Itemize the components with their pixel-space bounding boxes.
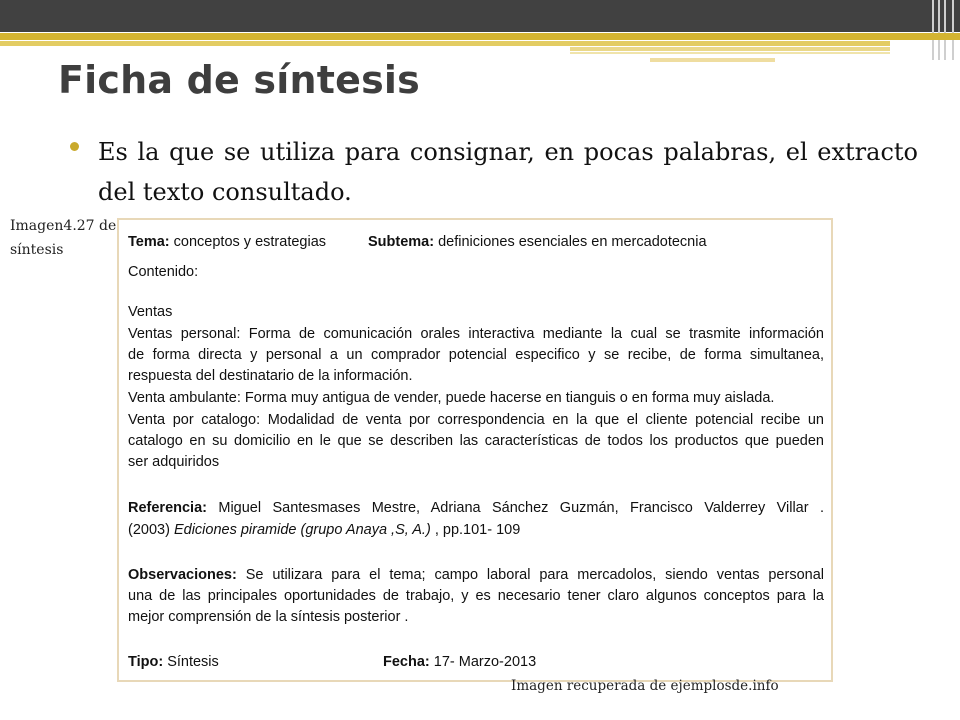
- subtema-label: Subtema:: [368, 234, 435, 250]
- ventas-heading: Ventas: [128, 304, 173, 320]
- referencia-authors: Miguel Santesmases Mestre, Adriana Sánchez Guzmán, Francisco Valderrey Villar .: [218, 500, 824, 516]
- ventas-personal-line-1: Ventas personal: Forma de comunicación orales interactiva mediante la cual se trasmite información: [128, 326, 824, 342]
- observaciones-line-3: mejor comprensión de la síntesis posterior .: [128, 609, 409, 625]
- observaciones-line-1: [128, 567, 824, 583]
- venta-catalogo-line-3: ser adquiridos: [128, 454, 220, 470]
- slide-title: Ficha de síntesis: [58, 58, 420, 102]
- subtema-value: definiciones esenciales en mercadotecnia: [438, 234, 707, 250]
- synthesis-card-image: [117, 218, 833, 682]
- venta-catalogo-line-2: catalogo en su domicilio en le que se describen las características de todos los productos que pueden: [128, 433, 824, 449]
- ventas-personal-line-2: de forma directa y personal a un comprador potencial especifico y se recibe, de forma simultanea,: [128, 347, 824, 363]
- tema-row: [128, 234, 326, 250]
- referencia-pages: , pp.101- 109: [434, 522, 521, 538]
- gold-accent-bar-2: [0, 41, 890, 46]
- gold-accent-bar-5: [650, 58, 775, 62]
- fecha-label: Fecha:: [383, 654, 430, 670]
- gold-accent-bar-3: [570, 47, 890, 51]
- top-dark-bar: [0, 0, 960, 32]
- observaciones-label: Observaciones:: [128, 567, 237, 583]
- subtema-row: [368, 234, 707, 250]
- fecha-row: [383, 654, 536, 670]
- venta-ambulante: Venta ambulante: Forma muy antigua de vender, puede hacerse en tianguis o en forma muy aislada.: [128, 390, 775, 406]
- bullet-text: Es la que se utiliza para consignar, en pocas palabras, el extracto del texto consultado.: [98, 138, 918, 206]
- tema-label: Tema:: [128, 234, 170, 250]
- bullet-dot-icon: [70, 142, 79, 151]
- tipo-value: Síntesis: [167, 654, 219, 670]
- gold-accent-bar-4: [570, 52, 890, 54]
- gold-accent-bar: [0, 33, 960, 40]
- observaciones-text-1: Se utilizara para el tema; campo laboral para mercadolos, siendo ventas personal: [245, 567, 824, 583]
- tipo-label: Tipo:: [128, 654, 164, 670]
- fecha-value: 17- Marzo-2013: [433, 654, 537, 670]
- tema-value: conceptos y estrategias: [173, 234, 327, 250]
- referencia-publisher: Ediciones piramide (grupo Anaya ,S, A.): [173, 522, 431, 538]
- image-source-caption: Imagen recuperada de ejemplosde.info: [511, 678, 779, 694]
- top-right-stripes: [928, 0, 960, 60]
- referencia-line-1: [128, 500, 824, 516]
- referencia-label: Referencia:: [128, 500, 207, 516]
- referencia-line-2: [128, 522, 520, 538]
- referencia-year: (2003): [128, 522, 170, 538]
- tipo-row: [128, 654, 219, 670]
- image-caption: Imagen4.27 de síntesis: [10, 218, 117, 258]
- ventas-personal-line-3: respuesta del destinatario de la información.: [128, 368, 413, 384]
- venta-catalogo-line-1: Venta por catalogo: Modalidad de venta por correspondencia en la que el cliente potencial recibe un: [128, 412, 824, 428]
- contenido-label: Contenido:: [128, 264, 199, 280]
- observaciones-line-2: una de las principales oportunidades de trabajo, y es necesario tener claro algunos conceptos para la: [128, 588, 824, 604]
